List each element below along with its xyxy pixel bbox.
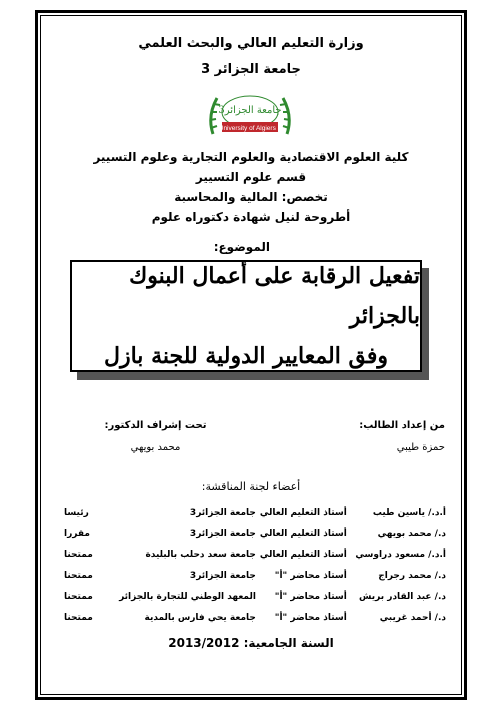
department-name: قسم علوم التسيير [195,170,307,184]
supervisor-label: تحت إشراف الدكتور: [104,420,207,431]
member-role: ممتحنا [64,570,93,581]
member-name: د./ أحمد غريبي [379,612,446,623]
member-rank: أستاذ محاضر "أ" [274,612,347,623]
committee-row [62,586,448,607]
specialty: تخصص: المالية والمحاسبة [174,190,328,204]
subject-label: الموضوع: [213,240,270,254]
committee-table [62,502,448,628]
thesis-title-line-1: تفعيل الرقابة على أعمال البنوك بالجزائر [129,263,420,329]
member-rank: أستاذ التعليم العالي [259,507,347,518]
member-institution: جامعة الجزائر3 [189,528,256,539]
member-name: د./ محمد رجراج [378,570,446,581]
member-name: أ.د./ مسعود دراوسي [355,549,446,560]
committee-row [62,544,448,565]
member-rank: أستاذ محاضر "أ" [274,591,347,602]
student-label: من إعداد الطالب: [359,420,445,431]
student-name: حمزة طيبي [396,442,445,453]
logo-latin-text: University of Algiers 3 [218,125,282,132]
university-logo [205,88,295,144]
thesis-title-line-2: وفق المعايير الدولية للجنة بازل [103,343,389,369]
thesis-type: أطروحة لنيل شهادة دكتوراه علوم [151,210,351,224]
committee-row [62,565,448,586]
committee-row [62,523,448,544]
member-rank: أستاذ محاضر "أ" [274,570,347,581]
university-name: جامعة الجزائر 3 [201,62,301,77]
member-institution: المعهد الوطني للتجارة بالجزائر [119,591,256,602]
committee-row [62,502,448,523]
member-role: ممتحنا [64,591,93,602]
ministry-name: وزارة التعليم العالي والبحث العلمي [138,36,364,51]
member-role: ممتحنا [64,612,93,623]
logo-arabic-text: جامعة الجزائر3 [218,105,282,116]
committee-title: أعضاء لجنة المناقشة: [201,480,301,493]
committee-row [62,607,448,628]
member-name: د./ محمد بويهي [377,528,446,539]
member-role: رئيسا [64,507,89,518]
thesis-title-box [70,260,422,372]
member-name: د./ عبد القادر بريش [359,591,446,602]
member-name: أ.د./ ياسين طيب [372,507,446,518]
faculty-name: كلية العلوم الاقتصادية والعلوم التجارية وعلوم التسيير [93,150,409,164]
member-institution: جامعة سعد دحلب بالبليدة [145,549,256,560]
member-institution: جامعة الجزائر3 [189,507,256,518]
member-institution: جامعة الجزائر3 [189,570,256,581]
member-rank: أستاذ التعليم العالي [259,528,347,539]
member-role: مقررا [64,528,90,539]
academic-year: السنة الجامعية: 2013/2012 [168,636,334,650]
supervisor-name: محمد بويهي [130,442,181,453]
member-rank: أستاذ التعليم العالي [259,549,347,560]
member-role: ممتحنا [64,549,93,560]
member-institution: جامعة يحي فارس بالمدية [144,612,256,623]
